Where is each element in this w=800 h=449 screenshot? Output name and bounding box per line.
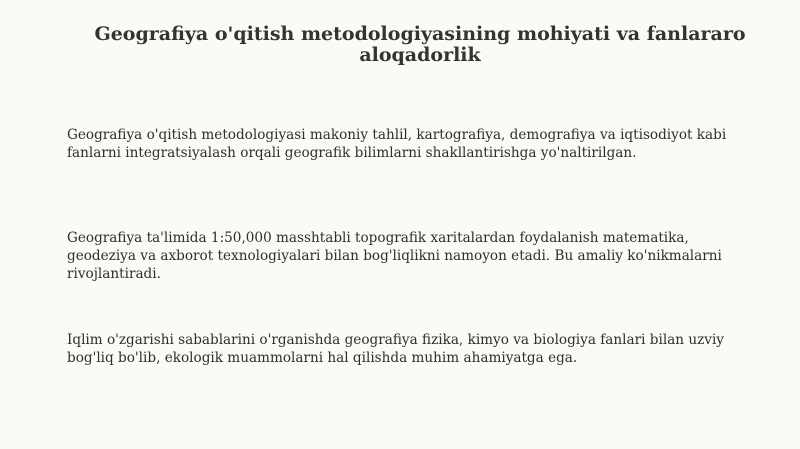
paragraph-2: Geografiya ta'limida 1:50,000 masshtabli topografik xaritalardan foydalanish matematika, geodeziya va axborot texnologiyalari bilan bog'liqlikni namoyon etadi. Bu amaliy ko'nikmalarni rivojlantiradi. xyxy=(67,230,722,282)
paragraph-3: Iqlim o'zgarishi sabablarini o'rganishda geografiya fizika, kimyo va biologiya fanlari bilan uzviy bog'liq bo'lib, ekologik muammolarni hal qilishda muhim ahamiyatga ega. xyxy=(67,332,724,366)
paragraph-1: Geografiya o'qitish metodologiyasi makoniy tahlil, kartografiya, demografiya va iqtisodiyot kabi fanlarni integratsiyalash orqali geografik bilimlarni shakllantirishga yo'naltirilgan. xyxy=(67,127,727,161)
page-title: Geografiya o'qitish metodologiyasining mohiyati va fanlararo aloqadorlik xyxy=(94,23,746,66)
